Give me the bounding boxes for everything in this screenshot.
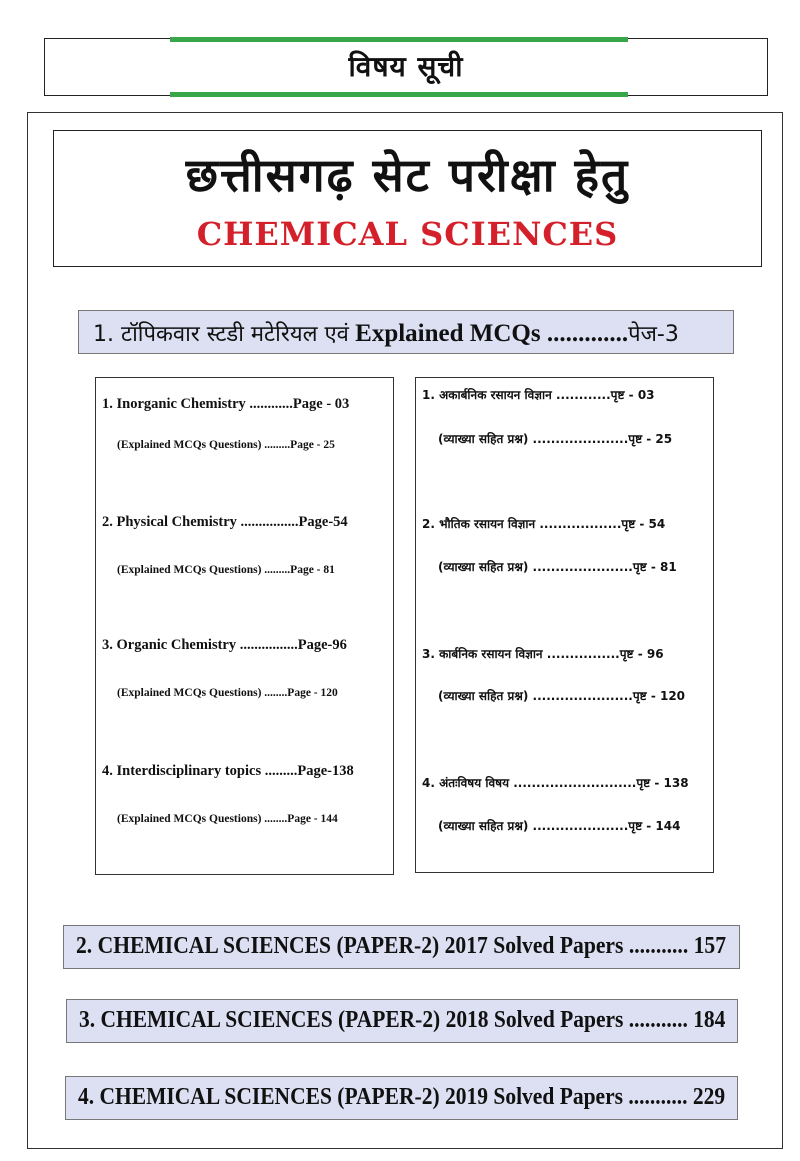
solved-papers-2017-text: 2. CHEMICAL SCIENCES (PAPER-2) 2017 Solved Papers ........... 157 (76, 933, 727, 959)
green-rule-top (170, 37, 628, 42)
toc-subentry: (Explained MCQs Questions) .........Page - 25 (117, 439, 335, 451)
section-1-dots: ............. (546, 320, 629, 347)
toc-subentry-hindi: (व्याख्या सहित प्रश्न) ......................पृष्ट - 81 (438, 560, 677, 574)
toc-entry: 1. Inorganic Chemistry ............Page - 03 (102, 396, 350, 412)
subject-title: CHEMICAL SCIENCES (196, 215, 619, 253)
toc-entry: 2. Physical Chemistry ................Page-54 (102, 514, 348, 530)
toc-subentry: (Explained MCQs Questions) ........Page - 120 (117, 687, 338, 699)
solved-papers-2019-banner (65, 1076, 738, 1120)
solved-papers-2017-banner (63, 925, 740, 969)
toc-subentry-hindi: (व्याख्या सहित प्रश्न) ......................पृष्ट - 120 (438, 689, 686, 703)
toc-subentry: (Explained MCQs Questions) ........Page - 144 (117, 813, 338, 825)
section-1-banner (78, 310, 734, 354)
toc-entry-hindi: 3. कार्बनिक रसायन विज्ञान ................पृष्ट - 96 (422, 647, 664, 661)
solved-papers-2019-text: 4. CHEMICAL SCIENCES (PAPER-2) 2019 Solved Papers ........... 229 (78, 1084, 726, 1110)
toc-entry-hindi: 2. भौतिक रसायन विज्ञान ..................पृष्ट - 54 (422, 517, 666, 531)
toc-entry-hindi: 4. अंतःविषय विषय ...........................पृष्ट - 138 (422, 776, 689, 790)
section-1-english: Explained MCQs (355, 320, 541, 347)
toc-subentry-hindi: (व्याख्या सहित प्रश्न) .....................पृष्ट - 25 (438, 432, 673, 446)
solved-papers-2018-text: 3. CHEMICAL SCIENCES (PAPER-2) 2018 Solved Papers ........... 184 (79, 1007, 726, 1033)
toc-entry: 3. Organic Chemistry ................Page-96 (102, 637, 347, 653)
toc-entry: 4. Interdisciplinary topics .........Page-138 (102, 763, 354, 779)
title-box (53, 130, 762, 267)
green-rule-bottom (170, 92, 628, 97)
toc-entry-hindi: 1. अकार्बनिक रसायन विज्ञान ............पृष्ट - 03 (422, 388, 655, 402)
index-heading-box (44, 38, 768, 96)
toc-subentry: (Explained MCQs Questions) .........Page - 81 (117, 564, 335, 576)
solved-papers-2018-banner (66, 999, 738, 1043)
index-title: विषय सूची (348, 50, 464, 83)
english-contents-column (95, 377, 394, 875)
section-1-prefix: 1. टॉपिकवार स्टडी मटेरियल एवं (93, 322, 349, 347)
toc-subentry-hindi: (व्याख्या सहित प्रश्न) .....................पृष्ट - 144 (438, 819, 681, 833)
section-1-page: पेज-3 (628, 322, 679, 347)
exam-title: छत्तीसगढ़ सेट परीक्षा हेतु (185, 148, 630, 202)
hindi-contents-column (415, 377, 714, 873)
